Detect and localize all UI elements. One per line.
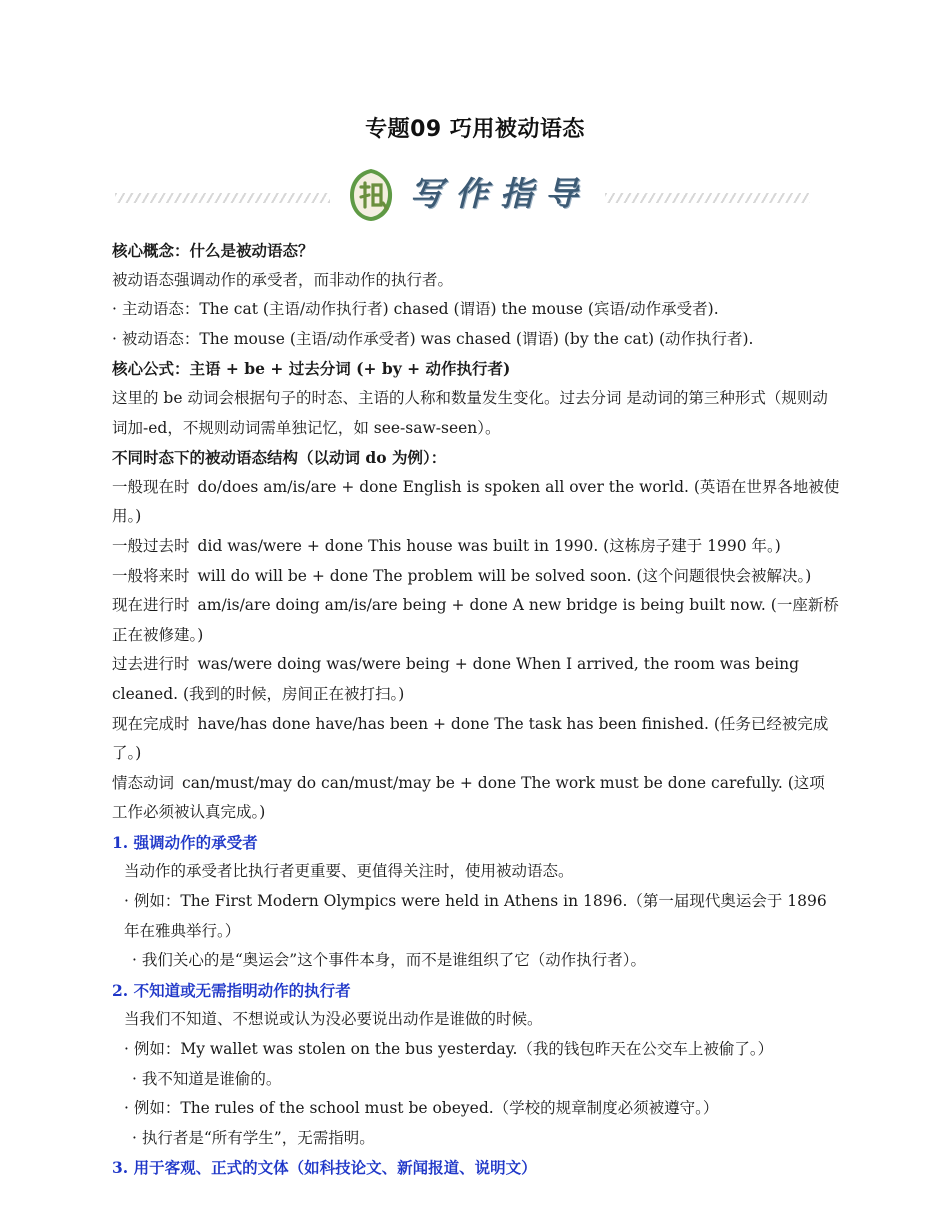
section-intro: 当我们不知道、不想说或认为没必要说出动作是谁做的时候。: [124, 1010, 543, 1029]
tense-row: [112, 562, 840, 592]
banner-right-hatch: [605, 193, 810, 203]
tense-row: [112, 650, 840, 709]
page-title: 专题09 巧用被动语态: [365, 117, 585, 142]
tense-name: 一般现在时: [112, 477, 190, 496]
section-heading: 3. 用于客观、正式的文体（如科技论文、新闻报道、说明文）: [112, 1158, 537, 1178]
section-banner: [110, 163, 840, 229]
section-note: · 我们关心的是“奥运会”这个事件本身，而不是谁组织了它（动作执行者）。: [132, 951, 646, 970]
tense-row: [112, 591, 840, 650]
section-note: · 我不知道是谁偷的。: [132, 1069, 282, 1088]
tense-name: 一般过去时: [112, 536, 190, 555]
knowledge-seal-icon: [347, 167, 395, 223]
tense-structure: did was/were + done This house was built in 1990. (这栋房子建于 1990 年。): [197, 536, 781, 555]
tense-structure: am/is/are doing am/is/are being + done A new bridge is being built now. (一座新桥正在被修建。): [112, 596, 839, 644]
tense-name: 现在完成时: [112, 714, 190, 733]
section-intro: 当动作的承受者比执行者更重要、更值得关注时，使用被动语态。: [124, 862, 574, 881]
tense-structure: do/does am/is/are + done English is spoken all over the world. (英语在世界各地被使用。): [112, 477, 840, 526]
section-example: · 例如：My wallet was stolen on the bus yesterday.（我的钱包昨天在公交车上被偷了。）: [124, 1040, 774, 1059]
tense-row: [112, 532, 840, 562]
banner-title: 写作指导: [410, 174, 590, 213]
tense-row: [112, 769, 840, 828]
passive-voice-example: · 被动语态：The mouse (主语/动作承受者) was chased (谓语) (by the cat) (动作执行者).: [112, 329, 754, 348]
section-example: · 例如：The First Modern Olympics were held in Athens in 1896.（第一届现代奥运会于 1896 年在雅典举行。）: [124, 892, 827, 940]
core-formula-explanation: 这里的 be 动词会根据句子的时态、主语的人称和数量发生变化。过去分词 是动词的第三种形式（规则动词加-ed，不规则动词需单独记忆，如 see-saw-seen）。: [112, 388, 828, 437]
section-heading: 1. 强调动作的承受者: [112, 832, 258, 852]
tense-row: [112, 473, 840, 532]
section-example: · 例如：The rules of the school must be obeyed.（学校的规章制度必须被遵守。）: [124, 1099, 719, 1118]
tense-name: 情态动词: [112, 773, 175, 792]
core-concept-heading: 核心概念：什么是被动语态？: [112, 241, 314, 260]
section-note: · 执行者是“所有学生”，无需指明。: [132, 1128, 375, 1147]
tense-structure: have/has done have/has been + done The task has been finished. (任务已经被完成了。): [112, 714, 829, 763]
tense-name: 现在进行时: [112, 596, 190, 615]
tenses-heading: 不同时态下的被动语态结构（以动词 do 为例）：: [112, 448, 447, 468]
tense-name: 一般将来时: [112, 566, 190, 585]
active-voice-example: · 主动语态：The cat (主语/动作执行者) chased (谓语) the mouse (宾语/动作承受者).: [112, 300, 719, 319]
tense-name: 过去进行时: [112, 655, 190, 674]
tense-structure: was/were doing was/were being + done When I arrived, the room was being cleaned. (我到的时候，房间正在被打扫。): [112, 655, 800, 703]
tense-row: [112, 710, 840, 769]
section-heading: 2. 不知道或无需指明动作的执行者: [112, 980, 351, 1000]
document-body: [112, 236, 840, 1183]
tense-structure: can/must/may do can/must/may be + done The work must be done carefully. (这项工作必须被认真完成。): [112, 773, 825, 822]
core-formula-heading: 核心公式：主语 + be + 过去分词 (+ by + 动作执行者): [112, 359, 511, 379]
banner-left-hatch: [115, 193, 330, 203]
core-concept-definition: 被动语态强调动作的承受者，而非动作的执行者。: [112, 270, 454, 289]
tense-structure: will do will be + done The problem will be solved soon. (这个问题很快会被解决。): [197, 566, 812, 585]
